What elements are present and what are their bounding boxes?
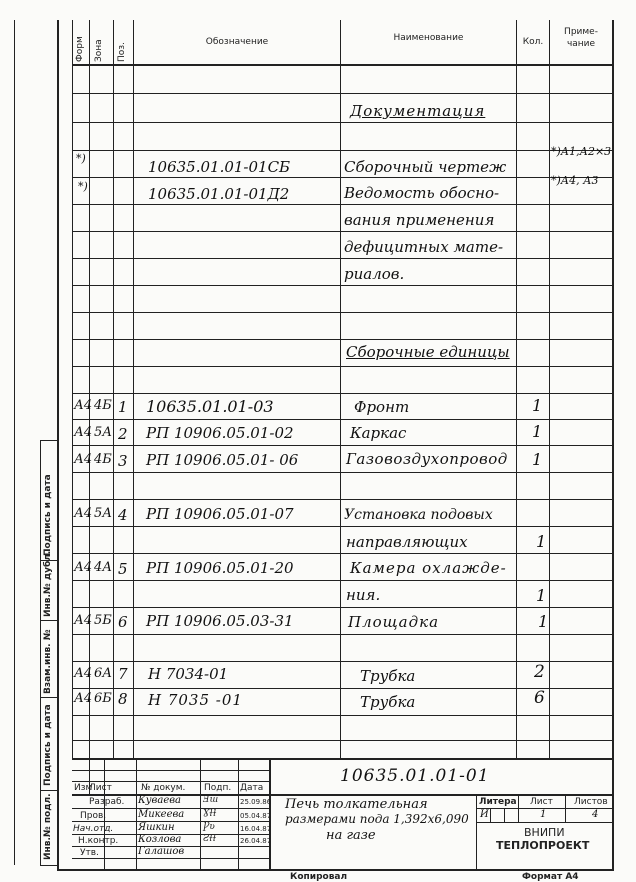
tb-role-approved: Утв. bbox=[80, 848, 99, 858]
frame-left bbox=[57, 20, 59, 870]
tb-person-approved: Галашов bbox=[138, 846, 185, 857]
tb-litera-value: И bbox=[480, 809, 489, 820]
item-6-zone: 5Б bbox=[94, 613, 112, 628]
item-8-position: 8 bbox=[118, 690, 128, 708]
row-separator bbox=[72, 231, 612, 232]
doc-2-note: *)А4, А3 bbox=[551, 174, 599, 187]
item-5-designation: РП 10906.05.01-20 bbox=[146, 559, 294, 577]
item-8-designation: Н 7035 -01 bbox=[148, 691, 243, 709]
item-3-designation: РП 10906.05.01- 06 bbox=[146, 451, 299, 469]
item-5-name: Камера охлажде- bbox=[350, 559, 507, 577]
tb-role-checker: Пров. bbox=[80, 811, 107, 821]
item-4-designation: РП 10906.05.01-07 bbox=[146, 505, 294, 523]
item-3-name: Газовоздухопровод bbox=[346, 450, 508, 468]
row-separator bbox=[72, 607, 612, 608]
item-8-zone: 6Б bbox=[94, 691, 112, 706]
tb-sheets-value: 4 bbox=[592, 809, 599, 820]
side-label-inv-original: Инв.№ подл. bbox=[43, 793, 53, 860]
frame-right bbox=[612, 20, 614, 870]
side-label-replace-inv: Взам.инв. № bbox=[43, 629, 53, 694]
item-4-format: А4 bbox=[74, 506, 93, 521]
row-separator bbox=[72, 312, 612, 313]
item-5-zone: 4А bbox=[94, 560, 113, 575]
header-designation: Обозначение bbox=[205, 37, 269, 47]
tb-sheet-label: Лист bbox=[530, 797, 553, 807]
row-separator bbox=[72, 177, 612, 178]
tb-col-sign: Подп. bbox=[204, 783, 232, 793]
tb-signature-head: Ꝩʋ bbox=[203, 822, 215, 832]
tb-col-docno: № докум. bbox=[141, 783, 186, 793]
row-separator bbox=[72, 499, 612, 500]
header-format: Форм bbox=[75, 36, 85, 62]
tb-col-date: Дата bbox=[240, 783, 264, 793]
item-4-name-cont: направляющих bbox=[346, 533, 468, 551]
item-5-qty: 1 bbox=[536, 586, 547, 605]
tb-org-line-2: ТЕПЛОПРОЕКТ bbox=[496, 839, 590, 852]
header-note-1: Приме- bbox=[564, 27, 598, 37]
row-separator bbox=[72, 472, 612, 473]
row-separator bbox=[72, 445, 612, 446]
item-7-zone: 6А bbox=[94, 666, 113, 681]
tb-signature-developer: Ǝш bbox=[203, 795, 219, 805]
row-separator bbox=[72, 339, 612, 340]
item-1-qty: 1 bbox=[532, 396, 543, 415]
row-separator bbox=[72, 715, 612, 716]
item-5-format: А4 bbox=[74, 560, 93, 575]
item-1-name: Фронт bbox=[354, 398, 410, 416]
header-quantity: Кол. bbox=[522, 37, 544, 47]
item-2-qty: 1 bbox=[532, 422, 543, 441]
doc-2-name-cont-1: вания применения bbox=[344, 211, 495, 229]
row-separator bbox=[72, 419, 612, 420]
frame-bottom bbox=[57, 869, 614, 871]
item-5-position: 5 bbox=[118, 560, 128, 578]
item-7-format: А4 bbox=[74, 666, 93, 681]
item-5-name-cont: ния. bbox=[346, 586, 381, 604]
doc-1-zone: *) bbox=[76, 152, 86, 165]
item-7-name: Трубка bbox=[360, 667, 416, 685]
row-separator bbox=[72, 122, 612, 123]
row-separator bbox=[72, 634, 612, 635]
doc-2-name: Ведомость обосно- bbox=[344, 184, 500, 202]
item-4-name: Установка подовых bbox=[344, 507, 493, 523]
side-label-signature-date-2: Подпись и дата bbox=[43, 474, 53, 556]
row-separator bbox=[72, 150, 612, 151]
row-separator bbox=[72, 258, 612, 259]
tb-col-change: Изм bbox=[74, 783, 93, 793]
tb-title-line-1: Печь толкательная bbox=[285, 797, 428, 812]
item-6-name: Площадка bbox=[348, 613, 440, 631]
item-6-format: А4 bbox=[74, 613, 93, 628]
tb-role-norm-control: Н.контр. bbox=[78, 836, 119, 846]
item-2-designation: РП 10906.05.01-02 bbox=[146, 424, 294, 442]
doc-2-name-cont-2: дефицитных мате- bbox=[344, 238, 504, 256]
item-3-qty: 1 bbox=[532, 450, 543, 469]
item-6-position: 6 bbox=[118, 613, 128, 631]
tb-person-head: Яшкин bbox=[138, 822, 175, 833]
item-2-zone: 5А bbox=[94, 425, 113, 440]
doc-2-name-cont-3: риалов. bbox=[344, 265, 405, 283]
doc-1-name: Сборочный чертеж bbox=[344, 158, 507, 176]
row-separator bbox=[72, 661, 612, 662]
item-7-designation: Н 7034-01 bbox=[148, 665, 229, 683]
doc-2-zone: *) bbox=[78, 180, 88, 193]
header-name: Наименование bbox=[393, 33, 464, 43]
item-2-name: Каркас bbox=[350, 424, 407, 442]
row-separator bbox=[72, 526, 612, 527]
row-separator bbox=[72, 204, 612, 205]
item-8-format: А4 bbox=[74, 691, 93, 706]
item-6-designation: РП 10906.05.03-31 bbox=[146, 612, 294, 630]
tb-col-sheet: Лист bbox=[89, 783, 112, 793]
item-7-qty: 2 bbox=[534, 662, 545, 682]
doc-2-designation: 10635.01.01-01Д2 bbox=[148, 185, 290, 203]
tb-date-developer: 25.09.86 bbox=[240, 798, 272, 806]
item-3-format: А4 bbox=[74, 452, 93, 467]
item-1-zone: 4Б bbox=[94, 398, 112, 413]
row-separator bbox=[72, 393, 612, 394]
doc-1-designation: 10635.01.01-01СБ bbox=[148, 158, 291, 176]
row-separator bbox=[72, 366, 612, 367]
item-1-designation: 10635.01.01-03 bbox=[146, 397, 274, 416]
tb-document-number: 10635.01.01-01 bbox=[340, 766, 490, 786]
tb-sheets-label: Листов bbox=[574, 797, 608, 807]
item-6-qty: 1 bbox=[538, 612, 549, 631]
tb-role-head: Нач.отд. bbox=[73, 824, 114, 834]
tb-date-norm-control: 26.04.87 bbox=[240, 837, 272, 845]
tb-title-line-3: на газе bbox=[326, 828, 376, 843]
tb-person-developer: Куваева bbox=[138, 795, 182, 806]
tb-signature-norm-control: Ƨɫɫ bbox=[203, 834, 217, 844]
row-separator bbox=[72, 740, 612, 741]
header-position: Поз. bbox=[117, 42, 127, 62]
item-2-format: А4 bbox=[74, 425, 93, 440]
doc-1-note: *)А1,А2×3 bbox=[551, 145, 612, 158]
footer-format: Формат А4 bbox=[522, 872, 579, 882]
tb-role-developer: Разраб. bbox=[89, 797, 125, 807]
item-8-qty: 6 bbox=[534, 688, 545, 708]
row-separator bbox=[72, 553, 612, 554]
row-separator bbox=[72, 688, 612, 689]
tb-date-head: 16.04.87 bbox=[240, 825, 272, 833]
header-note-2: чание bbox=[566, 39, 596, 49]
tb-title-line-2: размерами пода 1,392х6,090 bbox=[285, 812, 469, 826]
section-documentation: Документация bbox=[350, 102, 486, 120]
item-3-zone: 4Б bbox=[94, 452, 112, 467]
item-8-name: Трубка bbox=[360, 693, 416, 711]
tb-person-norm-control: Козлова bbox=[138, 834, 182, 845]
item-4-qty: 1 bbox=[536, 532, 547, 551]
tb-sheet-value: 1 bbox=[540, 809, 547, 820]
item-2-position: 2 bbox=[118, 425, 128, 443]
item-4-position: 4 bbox=[118, 506, 128, 524]
tb-litera-label: Литера bbox=[479, 797, 517, 807]
row-separator bbox=[72, 580, 612, 581]
side-label-inv-duplicate: Инв.№ дубл. bbox=[43, 550, 53, 617]
item-7-position: 7 bbox=[118, 665, 128, 683]
item-1-position: 1 bbox=[118, 398, 128, 416]
side-label-signature-date-1: Подпись и дата bbox=[43, 704, 53, 786]
row-separator bbox=[72, 93, 612, 94]
item-4-zone: 5А bbox=[94, 506, 113, 521]
row-separator bbox=[72, 285, 612, 286]
tb-org-line-1: ВНИПИ bbox=[524, 826, 565, 839]
tb-date-checker: 05.04.87 bbox=[240, 812, 272, 820]
section-assemblies: Сборочные единицы bbox=[346, 343, 510, 361]
footer-copied: Копировал bbox=[290, 872, 348, 882]
tb-person-checker: Микеева bbox=[138, 809, 185, 820]
tb-signature-checker: Ɣɫɫ bbox=[203, 809, 217, 819]
item-3-position: 3 bbox=[118, 452, 128, 470]
header-zone: Зона bbox=[94, 39, 104, 62]
item-1-format: А4 bbox=[74, 398, 93, 413]
